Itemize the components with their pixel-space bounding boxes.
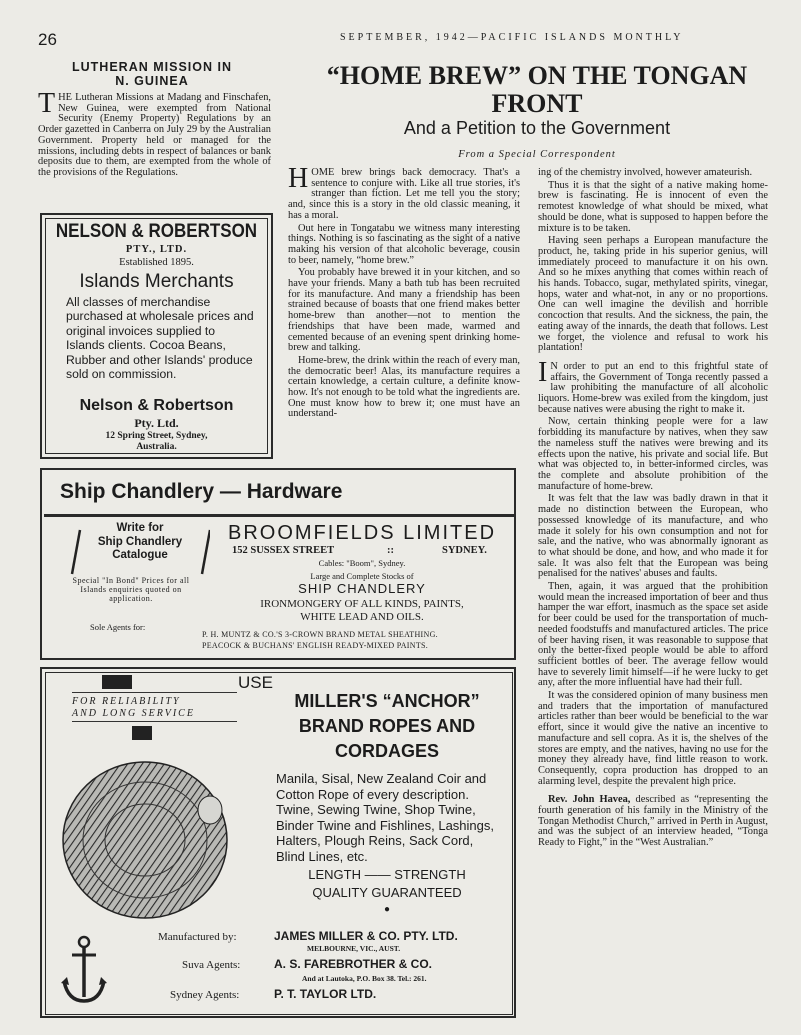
lutheran-title-line1: LUTHERAN MISSION IN	[72, 60, 232, 74]
article-column-b	[538, 168, 768, 851]
sc-special-note: Special "In Bond" Prices for all Islands enquiries quoted on application.	[72, 576, 190, 603]
nr-tagline: Islands Merchants	[79, 271, 234, 292]
black-bar-icon	[132, 726, 152, 740]
nr-description: All classes of merchandise purchased at wholesale prices and original invoices supplied to Islands clients. Cocoa Beans, Rubber and other Islands' produce sold on commission.	[66, 295, 254, 382]
article-paragraph: ing of the chemistry involved, however amateurish.	[538, 167, 753, 178]
sc-company: BROOMFIELDS LIMITED	[227, 522, 497, 544]
nr-city: Australia.	[136, 442, 177, 452]
mil-brand-line2: BRAND ROPES AND	[298, 716, 476, 736]
lutheran-text: HE Lutheran Missions at Madang and Finschafen, New Guinea, were exempted from National Security (Enemy Property) Regulations by an Order gazetted in Canberra on July 29 by the Australian Government. Property held or managed for the missions, including debts in respect of balances or bank deposits due to them, are exempted from the whole of the provisions of the Regulations.	[38, 92, 271, 178]
nr-address: 12 Spring Street, Sydney,	[105, 431, 208, 441]
mil-mfg-name: JAMES MILLER & CO. PTY. LTD.	[274, 929, 458, 943]
havea-text: described as “representing the fourth generation of his family in the Ministry of the Tongan Methodist Church,” arrived in Perth in August, and was the subject of an interview headed, “Tonga Ready to Fight,” in the “West Australian.”	[538, 794, 769, 849]
mil-rule-bottom	[72, 721, 237, 722]
lutheran-dropcap: T	[38, 88, 56, 119]
page-number: 26	[38, 30, 57, 49]
sc-heading: Ship Chandlery — Hardware	[60, 480, 343, 503]
lutheran-title	[52, 60, 252, 88]
mil-brand-line1: MILLER'S “ANCHOR”	[294, 691, 480, 711]
sc-write-line: Write for	[116, 522, 164, 534]
nr-name: NELSON & ROBERTSON	[55, 219, 258, 242]
article-paragraph: OME brew brings back democracy. That's a sentence to conjure with. Like all true stories, it's stranger than fiction. Let me tell you the story; and, since this is a story in the old classic meaning, it has a moral.	[288, 167, 520, 221]
mil-mfg-label: Manufactured by:	[158, 931, 237, 943]
mil-rule-top	[72, 692, 237, 693]
nr-company: PTY., LTD.	[125, 244, 188, 255]
sc-stocks: Large and Complete Stocks of	[310, 571, 414, 581]
sc-sep: ::	[387, 545, 394, 556]
mil-use: USE	[238, 673, 273, 692]
mil-sydney-name: P. T. TAYLOR LTD.	[274, 987, 377, 1001]
article-paragraph: Then, again, it was argued that the prohibition would mean the increased importation of beer and thus hamper the war effort, inasmuch as the space set aside for beer could be used for the transportation of much-needed foodstuffs and manufactured articles. The price of beer having risen, it was reasonable to suppose that only the better-fixed people would be able to afford sufficient bottles of beer. The average fellow would have to severely limit himself—if he were lucky to get any, after the more influential have had their full.	[538, 581, 768, 689]
mil-bullet: ●	[383, 904, 391, 915]
mil-suva-label: Suva Agents:	[182, 959, 241, 971]
nr-name-script: Nelson & Robertson	[79, 397, 234, 414]
mil-quality: QUALITY GUARANTEED	[312, 885, 462, 900]
nr-company-script: Pty. Ltd.	[134, 416, 179, 430]
article-dropcap-h: H	[288, 163, 309, 194]
article-paragraph: Home-brew, the drink within the reach of every man, the democratic beer! Alas, its manufacture requires a certain knowledge, a certain culture, a definite know-how. It's not enough to be told what the ingredients are. One must know how to brew it; one must have an understand-	[288, 354, 520, 420]
article-subtitle: And a Petition to the Government	[403, 118, 671, 138]
sc-white-lead: WHITE LEAD AND OILS.	[300, 611, 424, 623]
sc-ironmongery: IRONMONGERY OF ALL KINDS, PAINTS,	[260, 598, 464, 610]
article-dropcap-i: I	[538, 356, 548, 388]
mil-reliability-1: FOR RELIABILITY	[72, 696, 181, 707]
ship-chandlery-ad	[40, 468, 516, 660]
lutheran-title-line2: N. GUINEA	[115, 74, 189, 88]
anchor-icon	[60, 935, 108, 1007]
sc-divider	[44, 514, 514, 517]
mil-reliability-2: AND LONG SERVICE	[72, 708, 195, 719]
article-title	[282, 62, 792, 118]
sc-agent-2: PEACOCK & BUCHANS' ENGLISH READY-MIXED PAINTS.	[202, 641, 429, 650]
sc-chandlery: SHIP CHANDLERY	[298, 581, 426, 596]
nelson-robertson-ad	[40, 213, 273, 459]
sc-agent-1: P. H. MUNTZ & CO.'S 3-CROWN BRAND METAL SHEATHING.	[202, 630, 438, 639]
sc-cables: Cables: "Boom", Sydney.	[318, 558, 406, 568]
black-bar-icon	[102, 675, 132, 689]
mil-suva-name: A. S. FAREBROTHER & CO.	[274, 957, 433, 971]
article-paragraph: Now, certain thinking people were for a law forbidding its manufacture by natives, when they saw the nameless stuff the natives were brewing and its effects upon the native, his private and social life. But what was objected to, in better-informed circles, was the complete and absolute prohibition of the manufacture of home-brew.	[538, 416, 768, 492]
article-column-a	[288, 163, 520, 422]
article-byline: From a Special Correspondent	[458, 149, 616, 160]
mil-brand-line3: CORDAGES	[334, 741, 439, 761]
nr-established: Established 1895.	[119, 257, 194, 268]
rope-coil-icon	[60, 755, 230, 920]
article-title-line2: FRONT	[491, 89, 583, 118]
running-header: SEPTEMBER, 1942—PACIFIC ISLANDS MONTHLY	[340, 32, 684, 43]
sc-catalogue-word: Catalogue	[112, 549, 168, 561]
havea-paragraph	[538, 795, 768, 849]
mil-suva-detail: And at Lautoka, P.O. Box 38. Tel.: 261.	[302, 974, 427, 983]
mil-length-strength: LENGTH —— STRENGTH	[308, 867, 466, 882]
article-paragraph: You probably have brewed it in your kitchen, and so have your friends. Many a bath tub has been recruited for its manufacture. And many a friendship has been strained because of boasts that one friend makes better home-brew than another—not to mention the friendships that have been made, warmed and cemented because of an evening spent drinking home-brew and talking.	[288, 267, 520, 354]
article-paragraph: Thus it is that the sight of a native making home-brew is fascinating. He is innocent of even the remotest knowledge of what should be mixed, what should be done, what is supposed to happen before the mixture is to be taken.	[538, 179, 768, 234]
article-paragraph: It was felt that the law was badly drawn in that it made no distinction between the European, who possessed knowledge of its manufacture, and who made it solely for his own consumption and not for sale, and the native, who was abnormally ignorant as to what should be done, and how, and who made it for sale. It was also felt that the European was being penalised for the natives' abuses and faults.	[538, 493, 768, 580]
mil-brand	[267, 689, 507, 764]
article-paragraph: Out here in Tongatabu we witness many interesting things. Nothing is so fascinating as the sight of a native making his version of that alcoholic beverage, cousin to beer, namely, “home brew.”	[288, 222, 520, 266]
sc-catalogue-name: Ship Chandlery	[97, 535, 183, 548]
sc-write-for	[70, 522, 210, 563]
article-title-line1: “HOME BREW” ON THE TONGAN	[326, 61, 748, 90]
article-paragraph: It was the considered opinion of many business men and traders that the importation of manufactured articles rather than beer would be beneficial to the war effort, since it would give the native an incentive to manufacture and sell copra. As it is, the shelves of the stores are empty, and the natives, having no use for the money they already have, find little reason to work. Consequently, copra production has dropped to an alarming level, despite the prevalent high price.	[538, 690, 768, 787]
article-paragraph: N order to put an end to this frightful state of affairs, the Government of Tonga recently passed a law prohibiting the manufacture of all alcoholic liquors. Home-brew was exiled from the kingdom, just because natives were abusing the right to make it.	[538, 360, 768, 415]
mil-sydney-label: Sydney Agents:	[170, 989, 240, 1001]
sc-city: SYDNEY.	[442, 545, 487, 556]
mil-mfg-city: MELBOURNE, VIC., AUST.	[307, 944, 401, 953]
article-paragraph: Having seen perhaps a European manufacture the product, he, taking pride in his superior genius, will immediately proceed to manufacture it on his own. And so he mixes anything that comes within reach of his hands. Tobacco, sugar, methylated spirits, vinegar, hops, water and what-not, in any or no proportions. One can well imagine the devilish and horrible concoction that results. And the sickness, the pain, the eating away of the innards, the death that follows. Lest we forget, the violence and refusal to work his plantation!	[538, 235, 768, 354]
lutheran-body	[38, 88, 271, 179]
mil-products: Manila, Sisal, New Zealand Coir and Cotton Rope of every description. Twine, Sewing Twine, Shop Twine, Binder Twine and Fishlines, Lashings, Halters, Plough Reins, Sack Cord, Blind Lines, etc.	[276, 771, 494, 864]
sc-sole-agents: Sole Agents for:	[90, 622, 146, 632]
sc-street: 152 SUSSEX STREET	[232, 545, 335, 556]
havea-name: Rev. John Havea,	[548, 794, 631, 806]
sc-catalogue-box	[70, 522, 210, 584]
